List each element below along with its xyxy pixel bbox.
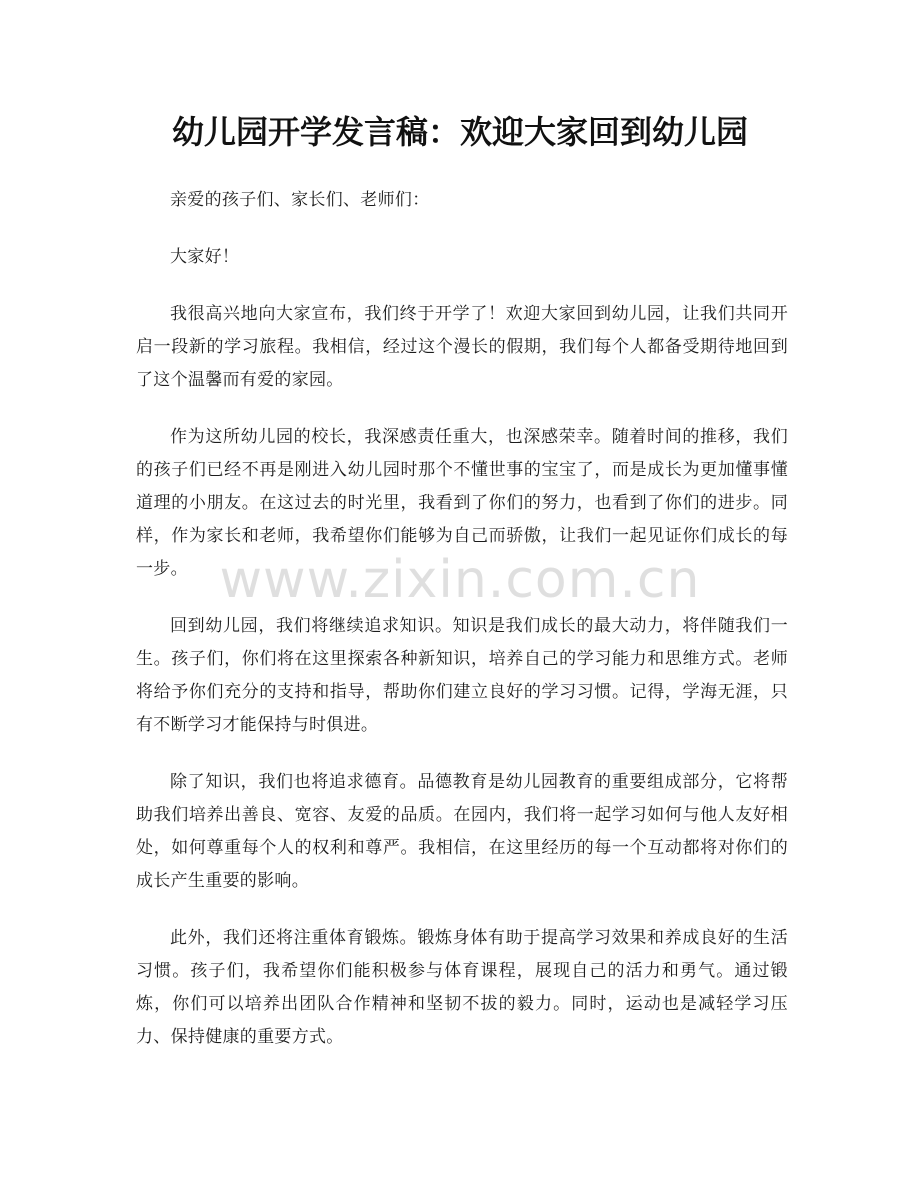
body-paragraph: 我很高兴地向大家宣布，我们终于开学了！欢迎大家回到幼儿园，让我们共同开启一段新的学习旅程。我相信，经过这个漫长的假期，我们每个人都备受期待地回到了这个温馨而有爱的家园。 — [136, 304, 788, 390]
salutation-paragraph: 亲爱的孩子们、家长们、老师们： — [170, 190, 430, 210]
body-paragraph: 除了知识，我们也将追求德育。品德教育是幼儿园教育的重要组成部分，它将帮助我们培养出善良、宽容、友爱的品质。在园内，我们将一起学习如何与他人友好相处，如何尊重每个人的权利和尊严。我相信，在这里经历的每一个互动都将对你们的成长产生重要的影响。 — [136, 772, 788, 891]
page-title: 幼儿园开学发言稿：欢迎大家回到幼儿园 — [171, 113, 748, 151]
body-paragraph: 回到幼儿园，我们将继续追求知识。知识是我们成长的最大动力，将伴随我们一生。孩子们，你们将在这里探索各种新知识，培养自己的学习能力和思维方式。老师将给予你们充分的支持和指导，帮助你们建立良好的学习习惯。记得，学海无涯，只有不断学习才能保持与时俱进。 — [136, 616, 788, 735]
document-body — [136, 184, 788, 1078]
watermark: www.zixin.com.cn — [219, 550, 701, 610]
greeting-paragraph: 大家好！ — [170, 247, 240, 267]
body-paragraph: 作为这所幼儿园的校长，我深感责任重大，也深感荣幸。随着时间的推移，我们的孩子们已经不再是刚进入幼儿园时那个不懂世事的宝宝了，而是成长为更加懂事懂道理的小朋友。在这过去的时光里，我看到了你们的努力，也看到了你们的进步。同样，作为家长和老师，我希望你们能够为自己而骄傲，让我们一起见证你们成长的每一步。 — [136, 427, 788, 579]
body-paragraph: 此外，我们还将注重体育锻炼。锻炼身体有助于提高学习效果和养成良好的生活习惯。孩子们，我希望你们能积极参与体育课程，展现自己的活力和勇气。通过锻炼，你们可以培养出团队合作精神和坚韧不拔的毅力。同时，运动也是减轻学习压力、保持健康的重要方式。 — [136, 928, 788, 1047]
